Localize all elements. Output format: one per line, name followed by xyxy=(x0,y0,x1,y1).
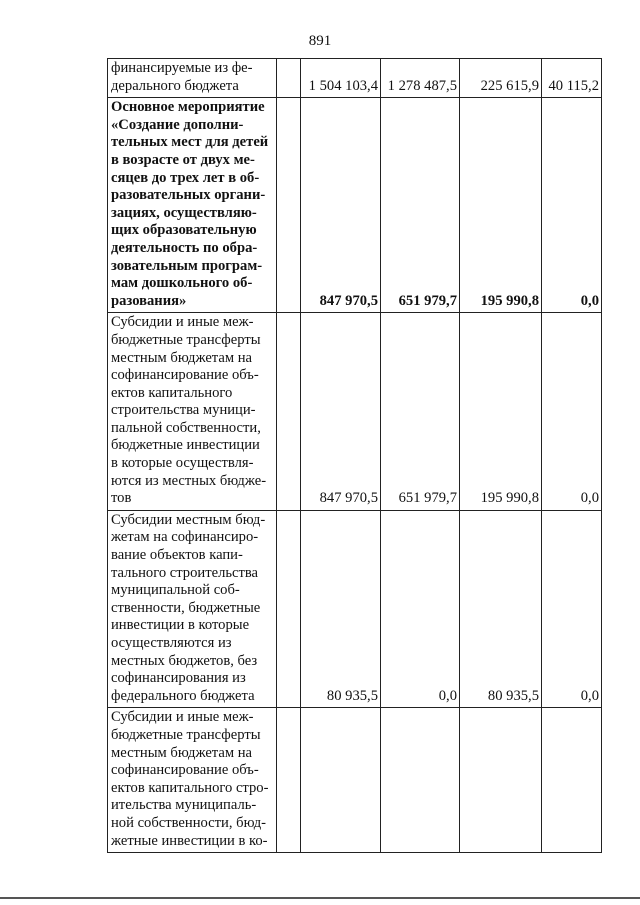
table-row xyxy=(108,98,602,313)
value-cell-4: 0,0 xyxy=(542,510,602,708)
empty-cell xyxy=(277,510,301,708)
value-cell-4: 0,0 xyxy=(542,98,602,313)
value-cell-4: 40 115,2 xyxy=(542,59,602,98)
value-cell-3 xyxy=(460,708,542,853)
value-cell-1: 80 935,5 xyxy=(301,510,381,708)
scan-edge-line xyxy=(0,897,640,899)
row-description-text: Субсидии местным бюд- жетам на софинансиро- вание объектов капи- тального строительства муниципальной соб- ственности, бюджетные инвестиции в которые осуществляются из местных бюджетов, без софинансирования из федерального бюджета xyxy=(111,511,266,704)
budget-table xyxy=(107,58,602,853)
row-description-text: финансируемые из фе- дерального бюджета xyxy=(111,60,253,94)
value-cell-2: 651 979,7 xyxy=(381,313,460,511)
row-description-text: Основное мероприятие «Создание дополни- тельных мест для детей в возрасте от двух ме- сяцев до трех лет в об- разовательных органи- зациях, осуществляю- щих образовательную деятельность по обра- зовательным програм- мам дошкольного об- разования» xyxy=(111,99,269,309)
value-cell-3: 80 935,5 xyxy=(460,510,542,708)
table-row xyxy=(108,59,602,98)
value-cell-2: 0,0 xyxy=(381,510,460,708)
page-number: 891 xyxy=(308,33,332,49)
table-row xyxy=(108,510,602,708)
row-description xyxy=(108,510,277,708)
row-description-text: Субсидии и иные меж- бюджетные трансферты местным бюджетам на софинансирование объ- ектов капитального стро- ительства муниципаль- ной собственности, бюд- жетные инвестиции в ко- xyxy=(111,709,269,849)
value-cell-4: 0,0 xyxy=(542,313,602,511)
row-description xyxy=(108,98,277,313)
value-cell-1 xyxy=(301,708,381,853)
value-cell-2: 651 979,7 xyxy=(381,98,460,313)
value-cell-3: 195 990,8 xyxy=(460,313,542,511)
value-cell-2 xyxy=(381,708,460,853)
empty-cell xyxy=(277,708,301,853)
row-description xyxy=(108,313,277,511)
value-cell-1: 847 970,5 xyxy=(301,98,381,313)
row-description-text: Субсидии и иные меж- бюджетные трансферты местным бюджетам на софинансирование объ- ектов капитального строительства муници- пальной собственности, бюджетные инвестиции в которые осуществля- ются из местных бюдже- тов xyxy=(111,314,267,507)
empty-cell xyxy=(277,313,301,511)
value-cell-4 xyxy=(542,708,602,853)
table-row xyxy=(108,708,602,853)
value-cell-1: 847 970,5 xyxy=(301,313,381,511)
row-description xyxy=(108,59,277,98)
empty-cell xyxy=(277,59,301,98)
value-cell-3: 225 615,9 xyxy=(460,59,542,98)
row-description xyxy=(108,708,277,853)
value-cell-1: 1 504 103,4 xyxy=(301,59,381,98)
table-row xyxy=(108,313,602,511)
empty-cell xyxy=(277,98,301,313)
value-cell-2: 1 278 487,5 xyxy=(381,59,460,98)
value-cell-3: 195 990,8 xyxy=(460,98,542,313)
